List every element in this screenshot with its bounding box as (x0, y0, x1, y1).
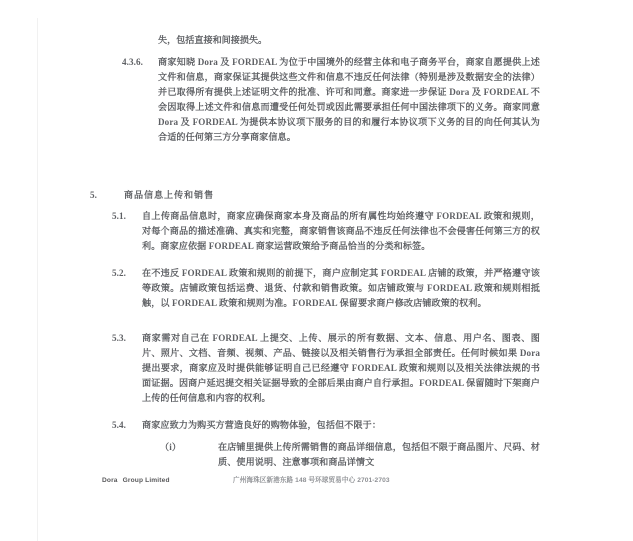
clause-5-4-number: 5.4. (112, 420, 127, 430)
page-footer (0, 476, 633, 490)
clause-5-1-number: 5.1. (112, 211, 127, 221)
clause-5-3-number: 5.3. (112, 333, 127, 343)
footer-company-name (102, 476, 170, 486)
clause-5-4-item-i-number: （i） (160, 442, 182, 452)
clause-5-2-number: 5.2. (112, 268, 127, 278)
clause-5-4-item-i (160, 440, 540, 470)
clause-5-1 (112, 209, 540, 254)
clause-5-3-text: 商家需对自己在 FORDEAL 上提交、上传、展示的所有数据、文本、信息、用户名、图表、图片、照片、文档、音频、视频、产品、链接以及相关销售行为承担全部责任。任何时候如果 Dora 提出要求，商家应及时提供能够证明自己已经遵守 FORDEAL 政策和规则以及相关法律法规的书面证据。因商户延迟提交相关证据导致的全部后果由商户自行承担。FORDEAL 保留随时下架商户上传的任何信息和内容的权利。 (142, 333, 540, 404)
clause-5-4 (112, 418, 540, 433)
clause-5-2-text: 在不违反 FORDEAL 政策和规则的前提下，商户应制定其 FORDEAL 店铺的政策，并严格遵守该等政策。店铺政策包括运费、退货、付款和销售政策。如店铺政策与 FORDEAL 政策和规则相抵触，以 FORDEAL 政策和规则为准。FORDEAL 保留要求商户修改店铺政策的权利。 (142, 268, 540, 309)
footer-company-name-part2: Group Limited (122, 477, 170, 484)
clause-5-4-item-i-text: 在店铺里提供上传所需销售的商品详细信息，包括但不限于商品图片、尺码、材质、使用说明、注意事项和商品详情文 (218, 442, 540, 468)
clause-5-2 (112, 266, 540, 311)
clause-5-1-text: 自上传商品信息时，商家应确保商家本身及商品的所有属性均始终遵守 FORDEAL 政策和规则，对每个商品的描述准确、真实和完整，商家销售该商品不违反任何法律也不会侵害任何第三方的权利。商家应依据 FORDEAL 商家运营政策给予商品恰当的分类和标签。 (142, 211, 540, 252)
clause-5-3 (112, 331, 540, 406)
clause-5-4-text: 商家应致力为购买方营造良好的购物体验，包括但不限于： (142, 420, 382, 430)
footer-company-name-part1: Dora (102, 477, 118, 484)
clause-4-3-6-text: 商家知晓 Dora 及 FORDEAL 为位于中国境外的经营主体和电子商务平台，商家自愿提供上述文件和信息，商家保证其提供这些文件和信息不违反任何法律（特别是涉及数据安全的法律）并已取得所有提供上述证明文件的批准、许可和同意。商家进一步保证 Dora 及 FORDEAL 不会因取得上述文件和信息而遭受任何处罚或因此需要承担任何中国法律项下的义务。商家同意 Dora 及 FORDEAL 为提供本协议项下服务的目的和履行本协议项下义务的目的向任何其认为合适的任何第三方分享商家信息。 (158, 57, 540, 143)
section-5-number: 5. (90, 190, 98, 200)
footer-address: 广州海珠区新港东路 148 号环球贸易中心 2701-2703 (233, 477, 390, 484)
section-5-title: 商品信息上传和销售 (124, 190, 214, 200)
section-5-heading (90, 188, 540, 203)
clause-4-3-6 (122, 55, 540, 146)
continuation-line: 失，包括直接和间接损失。 (158, 35, 268, 45)
clause-4-3-6-number: 4.3.6. (122, 57, 144, 67)
